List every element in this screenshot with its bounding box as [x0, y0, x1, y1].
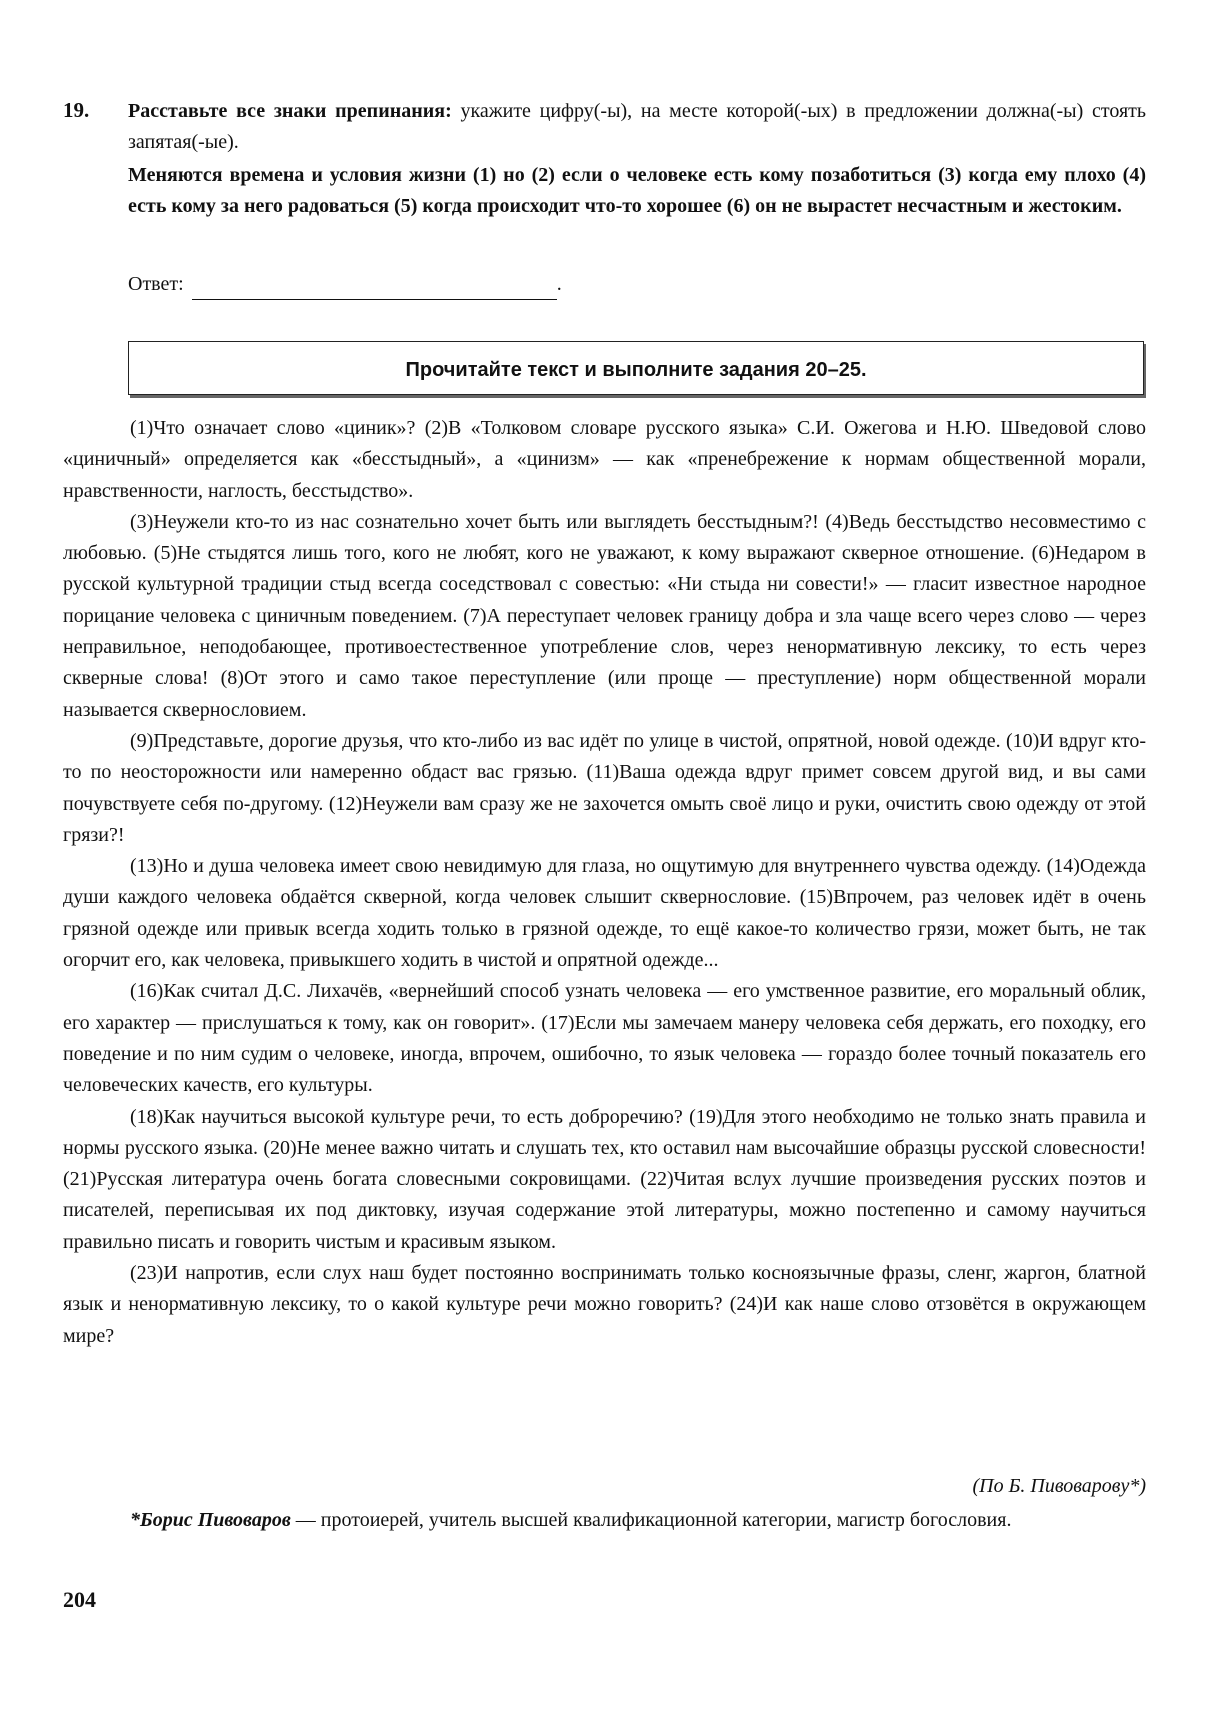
- instruction-box-title: Прочитайте текст и выполните задания 20–25.: [405, 358, 867, 381]
- paragraph: (9)Представьте, дорогие друзья, что кто-либо из вас идёт по улице в чистой, опрятной, новой одежде. (10)И вдруг кто-то по неосторожности или намеренно обдаст вас грязью. (11)Ваша одежда вдруг примет совсем другой вид, и вы сами почувствуете себя по-другому. (12)Неужели вам сразу же не захочется омыть своё лицо и руки, очистить свою одежду от этой грязи?!: [63, 729, 1146, 846]
- task-instruction-bold: Расставьте все знаки препинания:: [128, 100, 452, 122]
- footnote: [63, 1505, 1146, 1536]
- paragraph: (3)Неужели кто-то из нас сознательно хочет быть или выглядеть бесстыдным?! (4)Ведь бесстыдство несовместимо с любовью. (5)Не стыдятся лишь того, кого не любят, кого не уважают, к кому выражают скверное отношение. (6)Недаром в русской культурной традиции стыд всегда соседствовал с совестью: «Ни стыда ни совести!» — гласит известное народное порицание человека с циничным поведением. (7)А переступает человек границу добра и зла чаще всего через слово — через неправильное, неподобающее, противоестественное употребление слов, через ненормативную лексику, то есть через скверные слова! (8)От этого и само такое переступление (или проще — преступление) норм общественной морали называется сквернословием.: [63, 510, 1146, 721]
- page-number: 204: [63, 1587, 96, 1612]
- paragraph: (16)Как считал Д.С. Лихачёв, «вернейший способ узнать человека — его умственное развитие, его моральный облик, его характер — прислушаться к тому, как он говорит». (17)Если мы замечаем манеру человека себя держать, его походку, его поведение и по ним судим о человеке, иногда, впрочем, ошибочно, то язык человека — гораздо более точный показатель его человеческих качеств, его культуры.: [63, 980, 1146, 1097]
- source-attribution: (По Б. Пивоварову*): [972, 1475, 1146, 1497]
- footnote-name: *Борис Пивоваров: [130, 1509, 291, 1531]
- answer-field[interactable]: [192, 277, 557, 300]
- paragraph: (23)И напротив, если слух наш будет постоянно воспринимать только косноязычные фразы, сленг, жаргон, блатной язык и ненормативную лексику, то о какой культуре речи можно говорить? (24)И как наше слово отзовётся в окружающем мире?: [63, 1262, 1146, 1347]
- answer-row: [128, 269, 562, 300]
- answer-label: Ответ:: [128, 273, 184, 295]
- paragraph: (18)Как научиться высокой культуре речи, то есть доброречию? (19)Для этого необходимо не только знать правила и нормы русского языка. (20)Не менее важно читать и слушать тех, кто оставил нам высочайшие образцы русской словесности! (21)Русская литература очень богата словесными сокровищами. (22)Читая вслух лучшие произведения русских поэтов и писателей, переписывая их под диктовку, изучая содержание этой литературы, можно постепенно и самому научиться правильно писать и говорить чистым и красивым языком.: [63, 1105, 1146, 1253]
- footnote-text: — протоиерей, учитель высшей квалификационной категории, магистр богословия.: [290, 1509, 1012, 1531]
- instruction-box: [128, 341, 1144, 395]
- answer-end: .: [556, 273, 562, 295]
- task-instruction-rest: укажите цифру(-ы), на месте которой(-ых) в предложении должна(-ы) стоять запятая(-ые).: [128, 100, 1146, 153]
- paragraph: (13)Но и душа человека имеет свою невидимую для глаза, но ощутимую для внутреннего чувства одежду. (14)Одежда души каждого человека обдаётся скверной, когда человек слышит сквернословие. (15)Впрочем, раз человек идёт в очень грязной одежде или привык всегда ходить только в грязной одежде, то ещё какое-то количество грязи, может быть, не так огорчит его, как человека, привыкшего ходить в чистой и опрятной одежде...: [63, 855, 1146, 972]
- task-number: 19.: [63, 98, 90, 122]
- paragraph: (1)Что означает слово «циник»? (2)В «Толковом словаре русского языка» С.И. Ожегова и Н.Ю. Шведовой слово «циничный» определяется как «бесстыдный», а «цинизм» — как «пренебрежение к нормам общественной морали, нравственности, наглость, бесстыдство».: [63, 417, 1146, 502]
- reading-text: [63, 413, 1146, 1352]
- task-sentence: Меняются времена и условия жизни (1) но (2) если о человеке есть кому позаботиться (3) когда ему плохо (4) есть кому за него радоваться (5) когда происходит что-то хорошее (6) он не вырастет несчастным и жестоким.: [128, 164, 1146, 217]
- task-instruction: [128, 96, 1146, 158]
